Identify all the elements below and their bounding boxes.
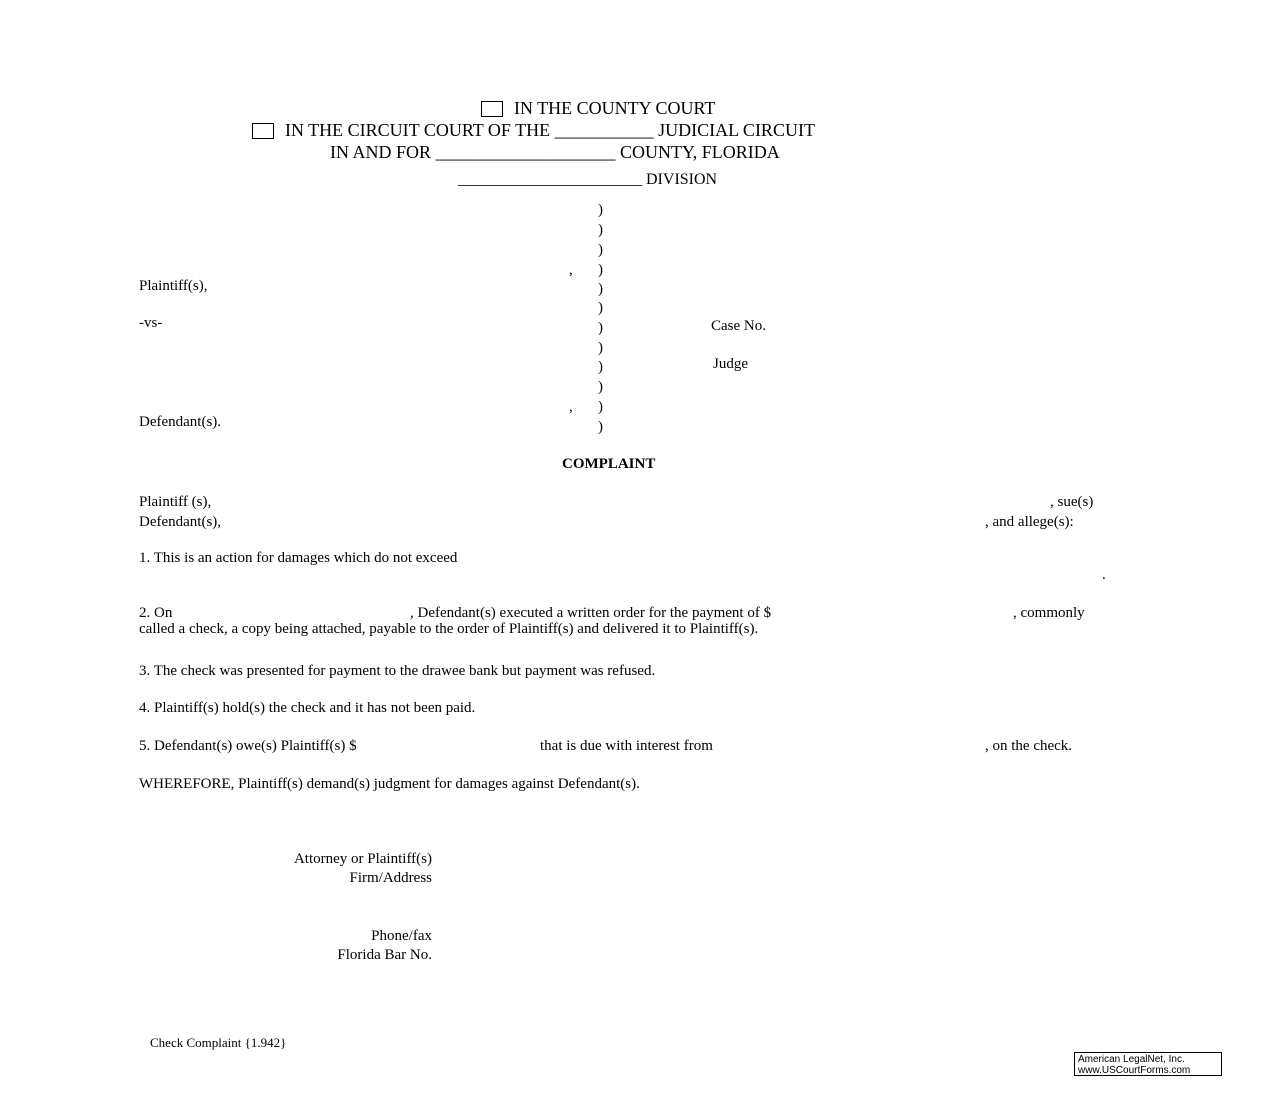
division-blank[interactable]: _______________________ xyxy=(458,171,642,188)
county-court-checkbox[interactable] xyxy=(481,101,503,117)
circuit-court-heading xyxy=(285,120,815,141)
paragraph-4: 4. Plaintiff(s) hold(s) the check and it has not been paid. xyxy=(139,700,476,716)
caption-paren: ) xyxy=(598,222,603,238)
caption-paren: ) xyxy=(598,359,603,375)
signature-phone-fax: Phone/fax xyxy=(371,928,432,944)
document-title: COMPLAINT xyxy=(562,456,656,472)
paragraph-1-end: . xyxy=(1102,567,1106,583)
publisher-name: American LegalNet, Inc. xyxy=(1078,1054,1185,1065)
caption-paren: ) xyxy=(598,202,603,218)
paragraph-5-amount: 5. Defendant(s) owe(s) Plaintiff(s) $ xyxy=(139,738,357,754)
intro-plaintiff-label: Plaintiff (s), xyxy=(139,494,212,510)
paragraph-5-end: , on the check. xyxy=(985,738,1073,754)
defendant-name-comma: , xyxy=(569,399,573,415)
judge-label: Judge xyxy=(713,356,748,372)
publisher-url: www.USCourtForms.com xyxy=(1078,1065,1191,1076)
intro-defendant-label: Defendant(s), xyxy=(139,514,222,530)
wherefore-clause: WHEREFORE, Plaintiff(s) demand(s) judgment for damages against Defendant(s). xyxy=(139,776,640,792)
caption-vs: -vs- xyxy=(139,315,163,331)
paragraph-2-middle: , Defendant(s) executed a written order for the payment of $ xyxy=(410,605,772,621)
county-suffix: COUNTY, FLORIDA xyxy=(620,142,780,162)
signature-attorney: Attorney or Plaintiff(s) xyxy=(293,851,432,867)
circuit-court-checkbox[interactable] xyxy=(252,123,274,139)
paragraph-2-on: 2. On xyxy=(139,605,173,621)
caption-plaintiffs-label: Plaintiff(s), xyxy=(139,278,208,294)
caption-defendants-label: Defendant(s). xyxy=(139,414,222,430)
paragraph-1: 1. This is an action for damages which do not exceed xyxy=(139,550,458,566)
form-identifier: Check Complaint {1.942} xyxy=(150,1035,287,1050)
caption-paren: ) xyxy=(598,320,603,336)
case-number-label: Case No. xyxy=(711,318,766,334)
caption-paren: ) xyxy=(598,399,603,415)
circuit-court-prefix: IN THE CIRCUIT COURT OF THE xyxy=(285,120,551,140)
paragraph-2-end: , commonly xyxy=(1013,605,1085,621)
signature-florida-bar: Florida Bar No. xyxy=(337,947,432,963)
intro-alleges: , and allege(s): xyxy=(985,514,1074,530)
county-prefix: IN AND FOR xyxy=(330,142,432,162)
caption-paren: ) xyxy=(598,242,603,258)
caption-paren: ) xyxy=(598,281,603,297)
caption-paren: ) xyxy=(598,379,603,395)
plaintiff-name-comma: , xyxy=(569,262,573,278)
county-heading xyxy=(330,142,780,163)
division-label: DIVISION xyxy=(646,171,718,188)
division-heading xyxy=(458,171,717,189)
circuit-number-blank[interactable]: ___________ xyxy=(554,120,654,140)
caption-paren: ) xyxy=(598,340,603,356)
paragraph-2-line-2: called a check, a copy being attached, payable to the order of Plaintiff(s) and delivered it to Plaintiff(s). xyxy=(139,621,759,637)
paragraph-3: 3. The check was presented for payment to the drawee bank but payment was refused. xyxy=(139,663,656,679)
county-court-heading: IN THE COUNTY COURT xyxy=(514,98,716,118)
caption-paren: ) xyxy=(598,262,603,278)
paragraph-5-interest: that is due with interest from xyxy=(540,738,713,754)
county-name-blank[interactable]: ____________________ xyxy=(435,142,616,162)
circuit-court-suffix: JUDICIAL CIRCUIT xyxy=(658,120,815,140)
caption-paren: ) xyxy=(598,300,603,316)
intro-sues: , sue(s) xyxy=(1050,494,1094,510)
publisher-box xyxy=(1074,1052,1222,1076)
caption-paren: ) xyxy=(598,419,603,435)
signature-firm-address: Firm/Address xyxy=(349,870,432,886)
